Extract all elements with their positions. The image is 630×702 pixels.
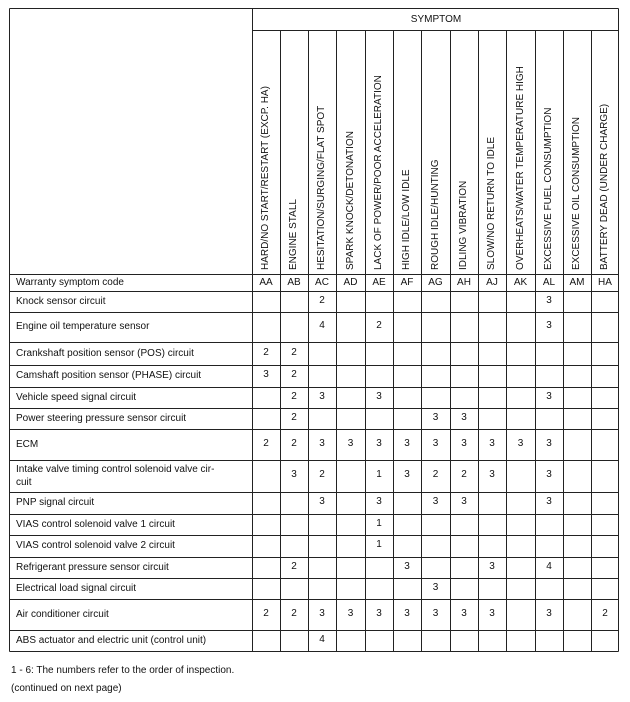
inspection-order-ac: 3 [319,390,325,402]
column-header-ac: HESITATION/SURGING/FLAT SPOT [316,105,327,270]
column-header-ak: OVERHEATS/WATER TEMPERATURE HIGH [514,66,526,270]
inspection-order-ab: 2 [291,560,297,572]
column-header-al: EXCESSIVE FUEL CONSUMPTION [543,107,554,270]
inspection-order-ab: 2 [291,390,297,402]
inspection-order-ag: 3 [432,411,439,423]
inspection-order-ae: 2 [376,320,382,331]
symptom-code-ac: AC [315,277,329,288]
continued-note: (continued on next page) [11,683,122,694]
row-label: VIAS control solenoid valve 2 circuit [16,540,175,551]
inspection-order-ac: 4 [319,320,325,331]
row-label: ECM [16,438,39,450]
inspection-order-al: 3 [546,320,552,331]
column-header-ab: ENGINE STALL [288,199,299,270]
symptom-code-ab: AB [287,277,301,288]
inspection-order-ac: 4 [319,633,325,645]
symptom-code-aj: AJ [486,277,498,288]
inspection-order-af: 3 [404,469,410,480]
inspection-order-al: 3 [546,607,552,619]
inspection-order-ab: 2 [291,437,297,449]
column-header-ag: ROUGH IDLE/HUNTING [429,159,441,270]
inspection-order-ag: 3 [432,581,439,593]
row-label: Intake valve timing control solenoid valve cir- cuit [16,464,215,488]
column-header-ah: IDLING VIBRATION [458,180,469,270]
inspection-order-ae: 1 [376,539,382,550]
column-header-aa: HARD/NO START/RESTART (EXCP. HA) [260,86,271,270]
row-label: Refrigerant pressure sensor circuit [16,561,169,573]
inspection-order-ae: 1 [376,469,382,480]
inspection-order-ac: 3 [319,496,325,507]
inspection-order-ac: 2 [319,469,325,480]
inspection-order-af: 3 [404,437,410,449]
symptom-table [9,8,619,660]
row-label: Engine oil temperature sensor [16,321,150,332]
symptom-code-ak: AK [513,277,528,288]
inspection-order-al: 3 [546,496,552,507]
inspection-order-af: 3 [404,607,410,619]
warranty-code-label: Warranty symptom code [16,277,124,288]
inspection-order-aj: 3 [489,560,495,572]
inspection-order-ag: 3 [432,437,439,449]
inspection-order-note: 1 - 6: The numbers refer to the order of inspection. [11,665,235,676]
row-label: Electrical load signal circuit [16,582,137,594]
symptom-code-ad: AD [343,277,358,288]
row-label: Camshaft position sensor (PHASE) circuit [16,370,202,381]
inspection-order-ab: 2 [291,346,297,358]
row-label: VIAS control solenoid valve 1 circuit [16,518,175,530]
inspection-order-ae: 3 [376,390,382,402]
inspection-order-al: 3 [546,390,552,402]
inspection-order-ab: 2 [291,607,297,619]
inspection-order-ag: 2 [432,469,439,480]
inspection-order-ah: 3 [461,607,467,619]
inspection-order-ah: 2 [461,469,467,480]
inspection-order-ab: 2 [291,369,297,380]
row-label: Crankshaft position sensor (POS) circuit [16,347,194,359]
inspection-order-aj: 3 [489,437,495,449]
inspection-order-ad: 3 [347,437,354,449]
inspection-order-ac: 3 [319,607,325,619]
column-header-ae: LACK OF POWER/POOR ACCELERATION [373,75,384,270]
inspection-order-ab: 3 [291,469,297,480]
row-label: Power steering pressure sensor circuit [16,412,187,424]
inspection-order-al: 3 [546,469,552,480]
inspection-order-ha: 2 [602,607,608,619]
row-label: Air conditioner circuit [16,608,109,620]
symptom-code-ae: AE [372,277,386,288]
inspection-order-ae: 3 [376,607,382,619]
inspection-order-ae: 3 [376,437,382,449]
inspection-order-aj: 3 [489,607,495,619]
inspection-order-al: 3 [546,437,552,449]
inspection-order-aj: 3 [489,469,495,480]
column-header-af: HIGH IDLE/LOW IDLE [401,169,412,270]
inspection-order-ah: 3 [461,437,467,449]
inspection-order-al: 4 [546,560,552,572]
column-header-aj: SLOW/NO RETURN TO IDLE [486,137,497,270]
inspection-order-ah: 3 [461,496,467,507]
symptom-code-ag: AG [428,277,443,288]
row-label: Vehicle speed signal circuit [16,391,137,403]
inspection-order-ag: 3 [432,607,439,619]
symptom-code-aa: AA [259,277,273,288]
inspection-order-ah: 3 [461,411,467,423]
symptom-code-am: AM [569,277,585,288]
symptom-code-al: AL [542,277,556,288]
row-label: Knock sensor circuit [16,295,106,307]
inspection-order-ac: 3 [319,437,325,449]
symptom-code-ha: HA [598,277,612,288]
symptom-header: SYMPTOM [410,14,462,25]
column-header-ha: BATTERY DEAD (UNDER CHARGE) [599,103,610,270]
row-label: ABS actuator and electric unit (control unit) [16,634,207,646]
inspection-order-ac: 2 [319,294,325,306]
inspection-order-ak: 3 [517,437,524,449]
symptom-code-af: AF [400,277,414,288]
inspection-order-aa: 2 [263,346,269,358]
row-label: PNP signal circuit [16,497,95,508]
inspection-order-ad: 3 [347,607,354,619]
column-header-am: EXCESSIVE OIL CONSUMPTION [571,117,582,270]
inspection-order-ag: 3 [432,496,439,507]
inspection-order-aa: 2 [263,607,269,619]
inspection-order-ae: 1 [376,517,382,529]
inspection-order-af: 3 [404,560,410,572]
symptom-code-ah: AH [457,277,471,288]
inspection-order-ae: 3 [376,496,382,507]
inspection-order-aa: 3 [263,369,269,380]
inspection-order-ab: 2 [291,411,297,423]
column-header-ad: SPARK KNOCK/DETONATION [344,131,356,270]
inspection-order-aa: 2 [263,437,269,449]
inspection-order-al: 3 [546,294,552,306]
